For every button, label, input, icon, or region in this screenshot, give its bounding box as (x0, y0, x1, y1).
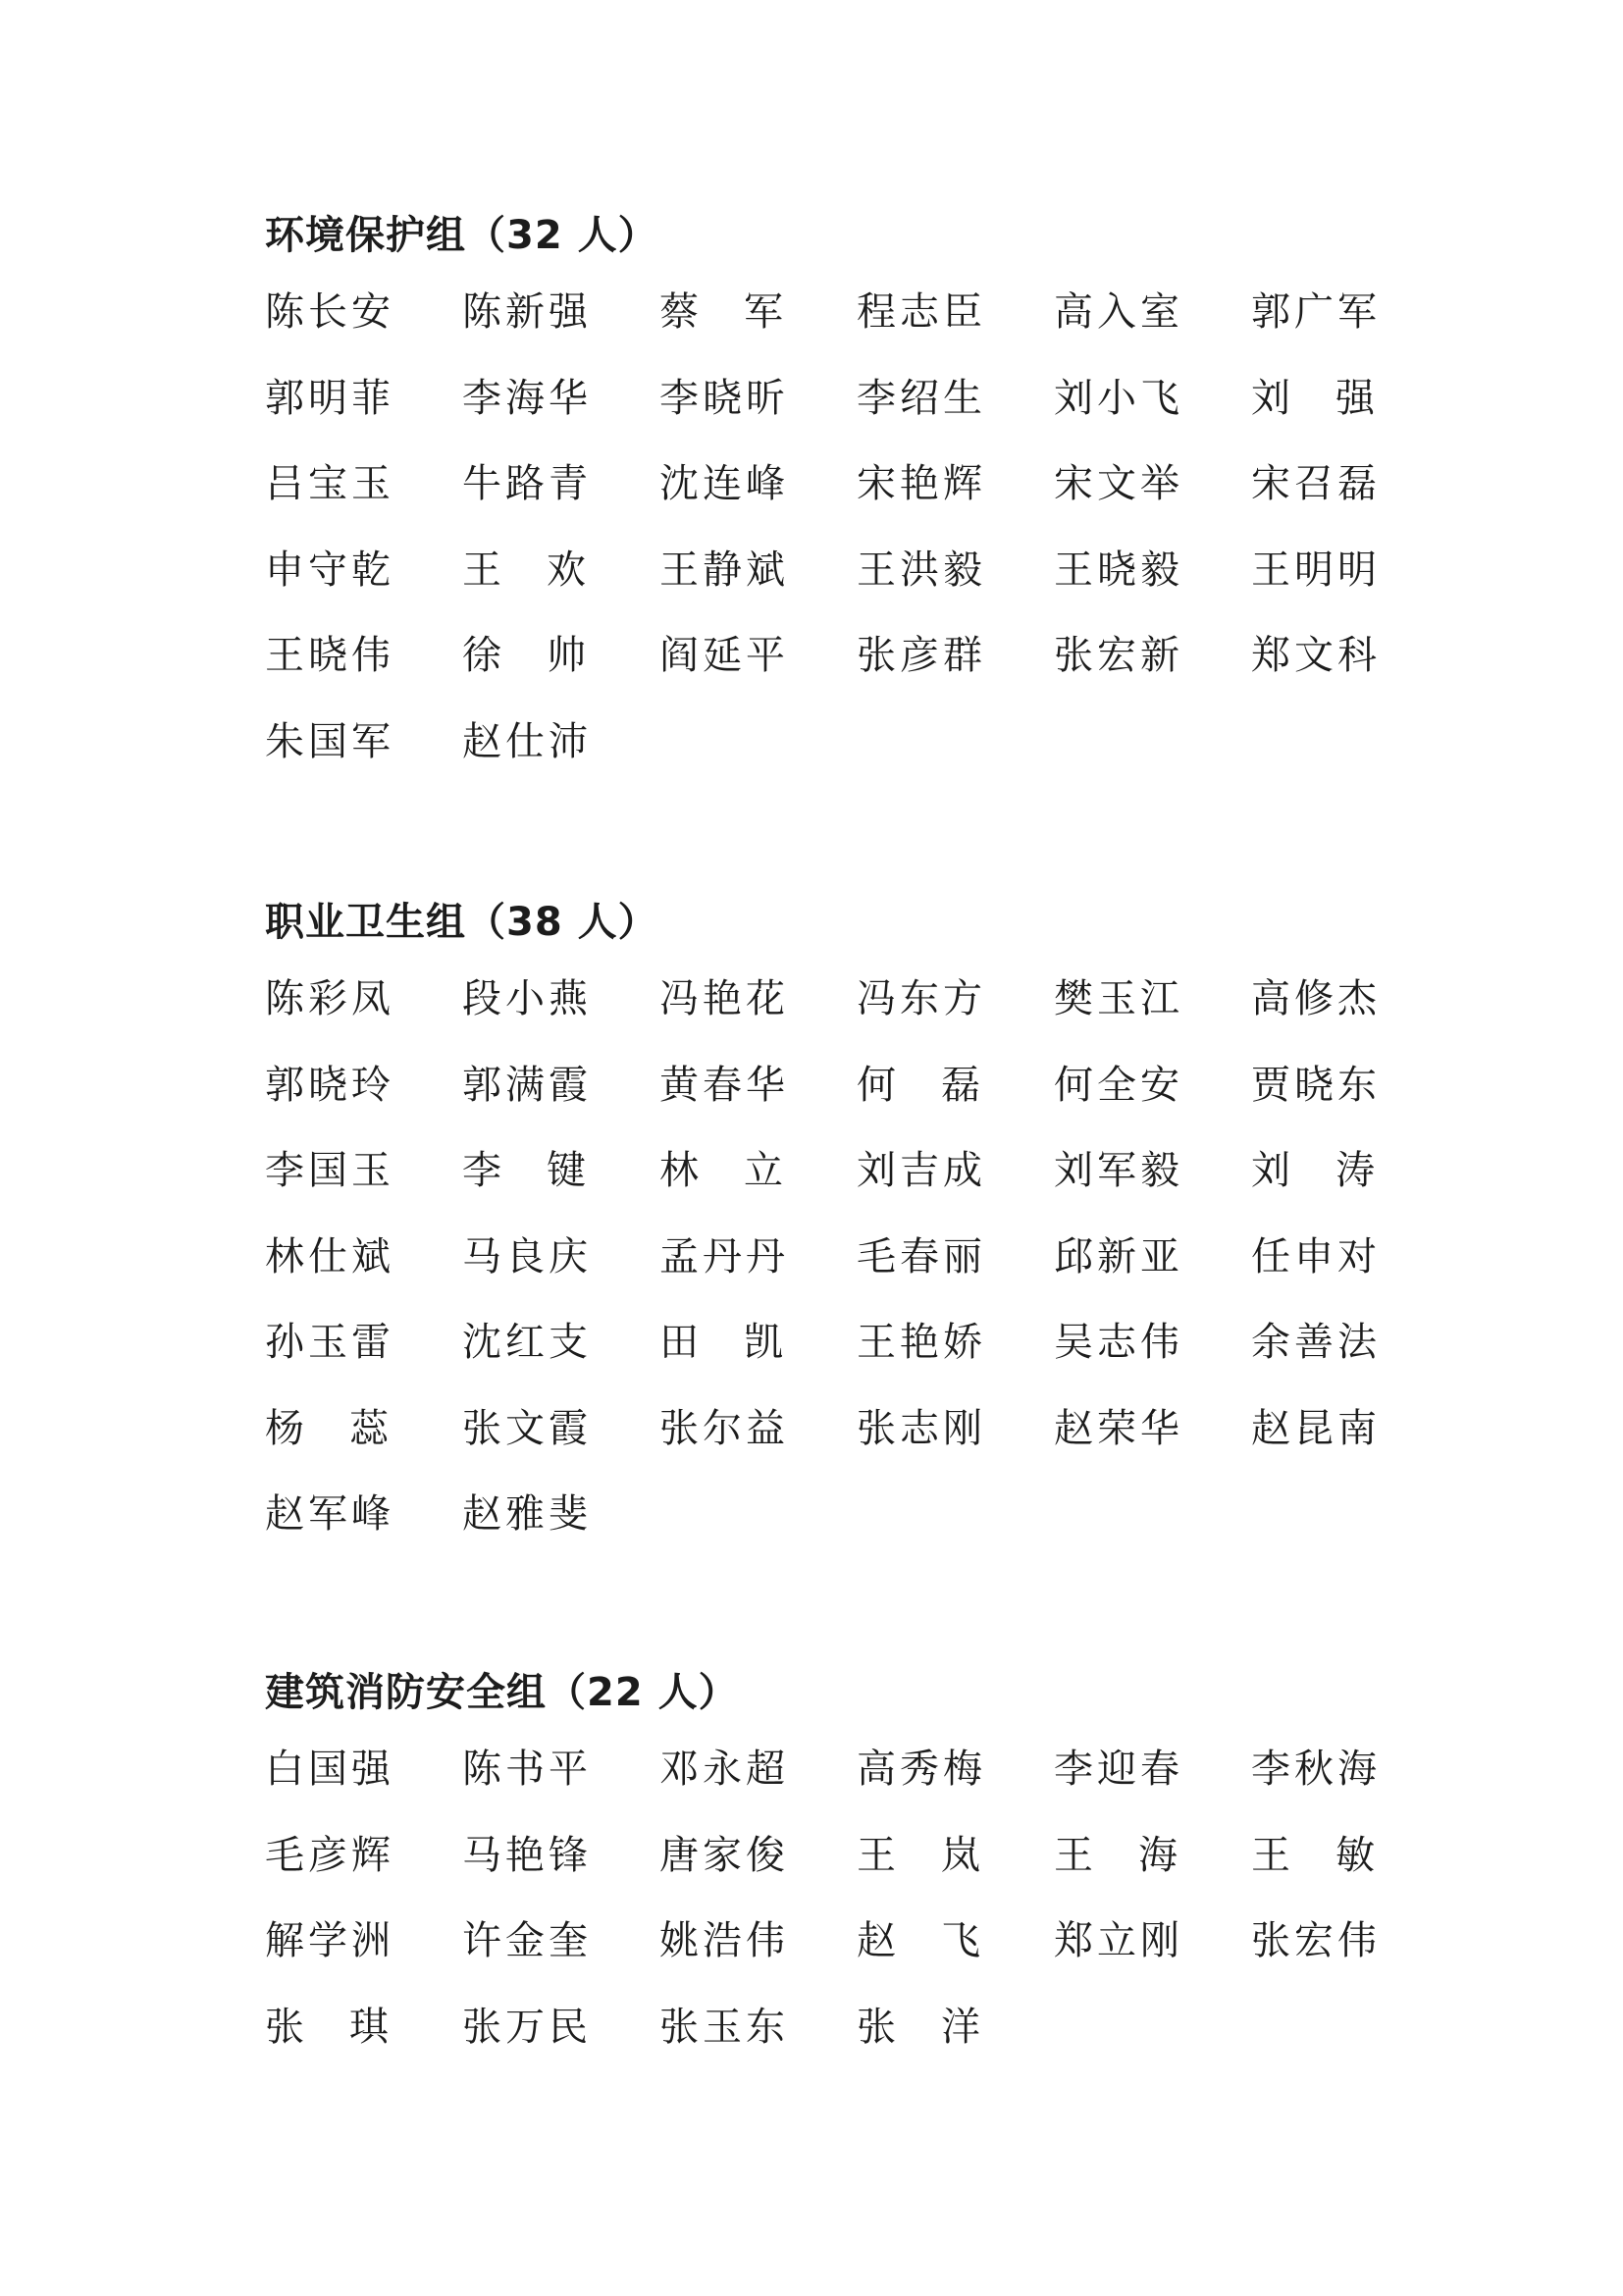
member-name: 郭明菲 (265, 375, 394, 421)
member-name: 姚浩伟 (659, 1918, 789, 1963)
member-name: 张宏伟 (1251, 1918, 1381, 1963)
name-grid (265, 957, 1403, 1558)
member-name: 张玉东 (659, 2004, 789, 2050)
member-name: 沈连峰 (659, 461, 789, 506)
member-name: 高秀梅 (857, 1747, 986, 1792)
member-name: 阎延平 (659, 633, 789, 678)
member-name: 程志臣 (857, 289, 986, 335)
member-name: 杨 蕊 (265, 1405, 393, 1451)
name-grid (265, 1727, 1403, 2070)
member-name: 唐家俊 (659, 1832, 789, 1878)
member-name: 赵仕沛 (462, 718, 592, 764)
member-name: 余善法 (1251, 1320, 1381, 1365)
member-name: 王 海 (1054, 1832, 1181, 1878)
member-name: 陈长安 (265, 289, 394, 335)
member-name: 张文霞 (462, 1405, 592, 1451)
name-grid (265, 270, 1403, 785)
member-name: 何 磊 (857, 1062, 984, 1108)
member-name: 任申对 (1251, 1233, 1381, 1279)
section-title: 环境保护组（32 人） (265, 213, 658, 258)
member-name: 赵 飞 (857, 1918, 984, 1963)
member-name: 宋艳辉 (857, 461, 986, 506)
member-name: 张彦群 (857, 633, 986, 678)
member-name: 马良庆 (462, 1233, 592, 1279)
member-name: 陈彩凤 (265, 976, 394, 1021)
member-name: 许金奎 (462, 1918, 592, 1963)
member-name: 贾晓东 (1251, 1062, 1381, 1108)
member-name: 郭晓玲 (265, 1062, 394, 1108)
member-name: 王 敏 (1251, 1832, 1379, 1878)
member-name: 王静斌 (659, 547, 789, 593)
member-name: 王晓毅 (1054, 547, 1183, 593)
section-title: 职业卫生组（38 人） (265, 900, 658, 945)
member-name: 王艳娇 (857, 1320, 986, 1365)
member-name: 张 琪 (265, 2004, 393, 2050)
member-name: 王 欢 (462, 547, 590, 593)
member-name: 刘 涛 (1251, 1148, 1379, 1193)
member-name: 蔡 军 (659, 289, 787, 335)
member-name: 牛路青 (462, 461, 592, 506)
member-name: 解学洲 (265, 1918, 394, 1963)
member-name: 刘吉成 (857, 1148, 986, 1193)
member-name: 黄春华 (659, 1062, 789, 1108)
member-name: 马艳锋 (462, 1832, 592, 1878)
member-name: 刘小飞 (1054, 375, 1183, 421)
section-title: 建筑消防安全组（22 人） (265, 1670, 739, 1715)
member-name: 郑立刚 (1054, 1918, 1183, 1963)
member-name: 张宏新 (1054, 633, 1183, 678)
member-name: 刘 强 (1251, 375, 1379, 421)
member-name: 林仕斌 (265, 1233, 394, 1279)
member-name: 刘军毅 (1054, 1148, 1183, 1193)
member-name: 白国强 (265, 1747, 394, 1792)
member-name: 申守乾 (265, 547, 394, 593)
section-occupational-health (265, 888, 1403, 1558)
member-name: 郑文科 (1251, 633, 1381, 678)
member-name: 郭满霞 (462, 1062, 592, 1108)
member-name: 张志刚 (857, 1405, 986, 1451)
member-name: 邱新亚 (1054, 1233, 1183, 1279)
member-name: 陈新强 (462, 289, 592, 335)
member-name: 李迎春 (1054, 1747, 1183, 1792)
member-name: 沈红支 (462, 1320, 592, 1365)
member-name: 李秋海 (1251, 1747, 1381, 1792)
member-name: 孙玉雷 (265, 1320, 394, 1365)
member-name: 邓永超 (659, 1747, 789, 1792)
member-name: 张 洋 (857, 2004, 984, 2050)
member-name: 宋文举 (1054, 461, 1183, 506)
member-name: 朱国军 (265, 718, 394, 764)
member-name: 郭广军 (1251, 289, 1381, 335)
member-name: 赵荣华 (1054, 1405, 1183, 1451)
member-name: 李国玉 (265, 1148, 394, 1193)
member-name: 林 立 (659, 1148, 787, 1193)
section-building-fire-safety (265, 1658, 1403, 2070)
member-name: 樊玉江 (1054, 976, 1183, 1021)
member-name: 赵雅斐 (462, 1491, 592, 1537)
member-name: 王洪毅 (857, 547, 986, 593)
member-name: 李绍生 (857, 375, 986, 421)
member-name: 何全安 (1054, 1062, 1183, 1108)
member-name: 毛彦辉 (265, 1832, 394, 1878)
member-name: 张尔益 (659, 1405, 789, 1451)
member-name: 王明明 (1251, 547, 1381, 593)
member-name: 高修杰 (1251, 976, 1381, 1021)
member-name: 宋召磊 (1251, 461, 1381, 506)
member-name: 张万民 (462, 2004, 592, 2050)
member-name: 孟丹丹 (659, 1233, 789, 1279)
member-name: 王晓伟 (265, 633, 394, 678)
member-name: 高入室 (1054, 289, 1183, 335)
member-name: 吕宝玉 (265, 461, 394, 506)
member-name: 李海华 (462, 375, 592, 421)
member-name: 徐 帅 (462, 633, 590, 678)
member-name: 段小燕 (462, 976, 592, 1021)
member-name: 李 键 (462, 1148, 590, 1193)
member-name: 赵昆南 (1251, 1405, 1381, 1451)
section-environmental-protection (265, 201, 1403, 785)
member-name: 吴志伟 (1054, 1320, 1183, 1365)
member-name: 冯东方 (857, 976, 986, 1021)
member-name: 冯艳花 (659, 976, 789, 1021)
member-name: 毛春丽 (857, 1233, 986, 1279)
member-name: 王 岚 (857, 1832, 984, 1878)
member-name: 李晓昕 (659, 375, 789, 421)
member-name: 田 凯 (659, 1320, 787, 1365)
member-name: 赵军峰 (265, 1491, 394, 1537)
member-name: 陈书平 (462, 1747, 592, 1792)
